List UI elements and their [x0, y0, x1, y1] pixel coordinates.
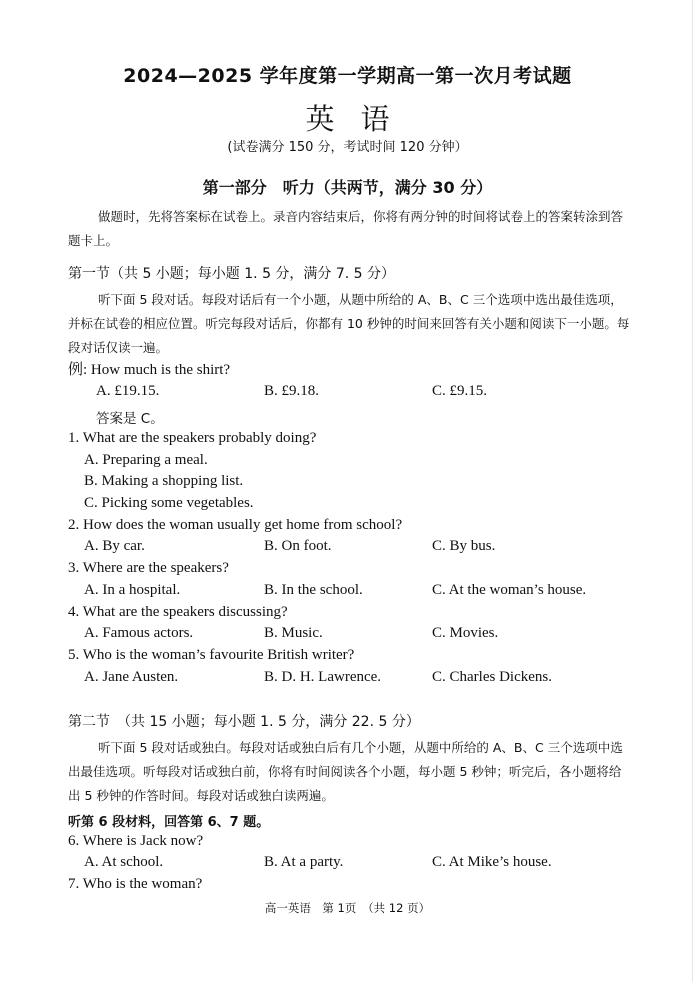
q3-option-b: B. In the school. [264, 582, 363, 598]
q4-option-c: C. Movies. [432, 625, 499, 641]
q1-option-c: C. Picking some vegetables. [84, 495, 254, 511]
question-5: 5. Who is the woman’s favourite British writer? [68, 647, 355, 663]
section1-instructions: 听下面 5 段对话。每段对话后有一个小题，从题中所给的 A、B、C 三个选项中选出最佳选项，并标在试卷的相应位置。听完每段对话后，你都有 10 秒钟的时间来回答有关小题和阅读下一小题。每段对话仅读一遍。 [68, 292, 630, 355]
q4-option-a: A. Famous actors. [84, 625, 194, 641]
subject-title: 英语 [305, 102, 416, 136]
q5-option-a: A. Jane Austen. [84, 669, 179, 685]
part1-instructions: 做题时，先将答案标在试卷上。录音内容结束后，你将有两分钟的时间将试卷上的答案转涂到答题卡上。 [68, 209, 624, 248]
example-answer: 答案是 C。 [96, 411, 164, 427]
part1-heading: 第一部分 听力（共两节，满分 30 分） [202, 178, 493, 197]
material-heading: 听第 6 段材料，回答第 6、7 题。 [68, 815, 270, 830]
q2-option-b: B. On foot. [264, 538, 332, 554]
q3-option-c: C. At the woman’s house. [432, 582, 587, 598]
q2-option-c: C. By bus. [432, 538, 496, 554]
page-footer: 高一英语 第 1页 （共 12 页） [264, 901, 431, 915]
q6-option-a: A. At school. [84, 854, 164, 870]
section1-heading: 第一节（共 5 小题；每小题 1. 5 分，满分 7. 5 分） [68, 266, 396, 282]
q6-option-b: B. At a party. [264, 854, 344, 870]
example-option-b: B. £9.18. [264, 383, 320, 399]
question-1: 1. What are the speakers probably doing? [68, 430, 317, 446]
question-6: 6. Where is Jack now? [68, 833, 204, 849]
example-question: 例: How much is the shirt? [68, 362, 231, 378]
example-option-c: C. £9.15. [432, 383, 488, 399]
question-3: 3. Where are the speakers? [68, 560, 229, 576]
q6-option-c: C. At Mike’s house. [432, 854, 552, 870]
exam-title: 2024—2025 学年度第一学期高一第一次月考试题 [123, 65, 572, 87]
question-4: 4. What are the speakers discussing? [68, 604, 288, 620]
q4-option-b: B. Music. [264, 625, 323, 641]
example-option-a: A. £19.15. [96, 383, 160, 399]
q5-option-b: B. D. H. Lawrence. [264, 669, 382, 685]
q1-option-a: A. Preparing a meal. [84, 452, 208, 468]
question-7: 7. Who is the woman? [68, 876, 203, 892]
q2-option-a: A. By car. [84, 538, 145, 554]
q5-option-c: C. Charles Dickens. [432, 669, 552, 685]
section2-instructions: 听下面 5 段对话或独白。每段对话或独白后有几个小题，从题中所给的 A、B、C 三个选项中选出最佳选项。听每段对话或独白前，你将有时间阅读各个小题，每小题 5 秒钟；听完后，各小题将给出 5 秒钟的作答时间。每段对话或独白读两遍。 [68, 740, 623, 803]
exam-note: (试卷满分 150 分，考试时间 120 分钟） [227, 140, 468, 155]
q1-option-b: B. Making a shopping list. [84, 473, 244, 489]
question-2: 2. How does the woman usually get home from school? [68, 517, 403, 533]
q3-option-a: A. In a hospital. [84, 582, 181, 598]
section2-heading: 第二节 （共 15 小题；每小题 1. 5 分，满分 22. 5 分） [68, 714, 420, 730]
